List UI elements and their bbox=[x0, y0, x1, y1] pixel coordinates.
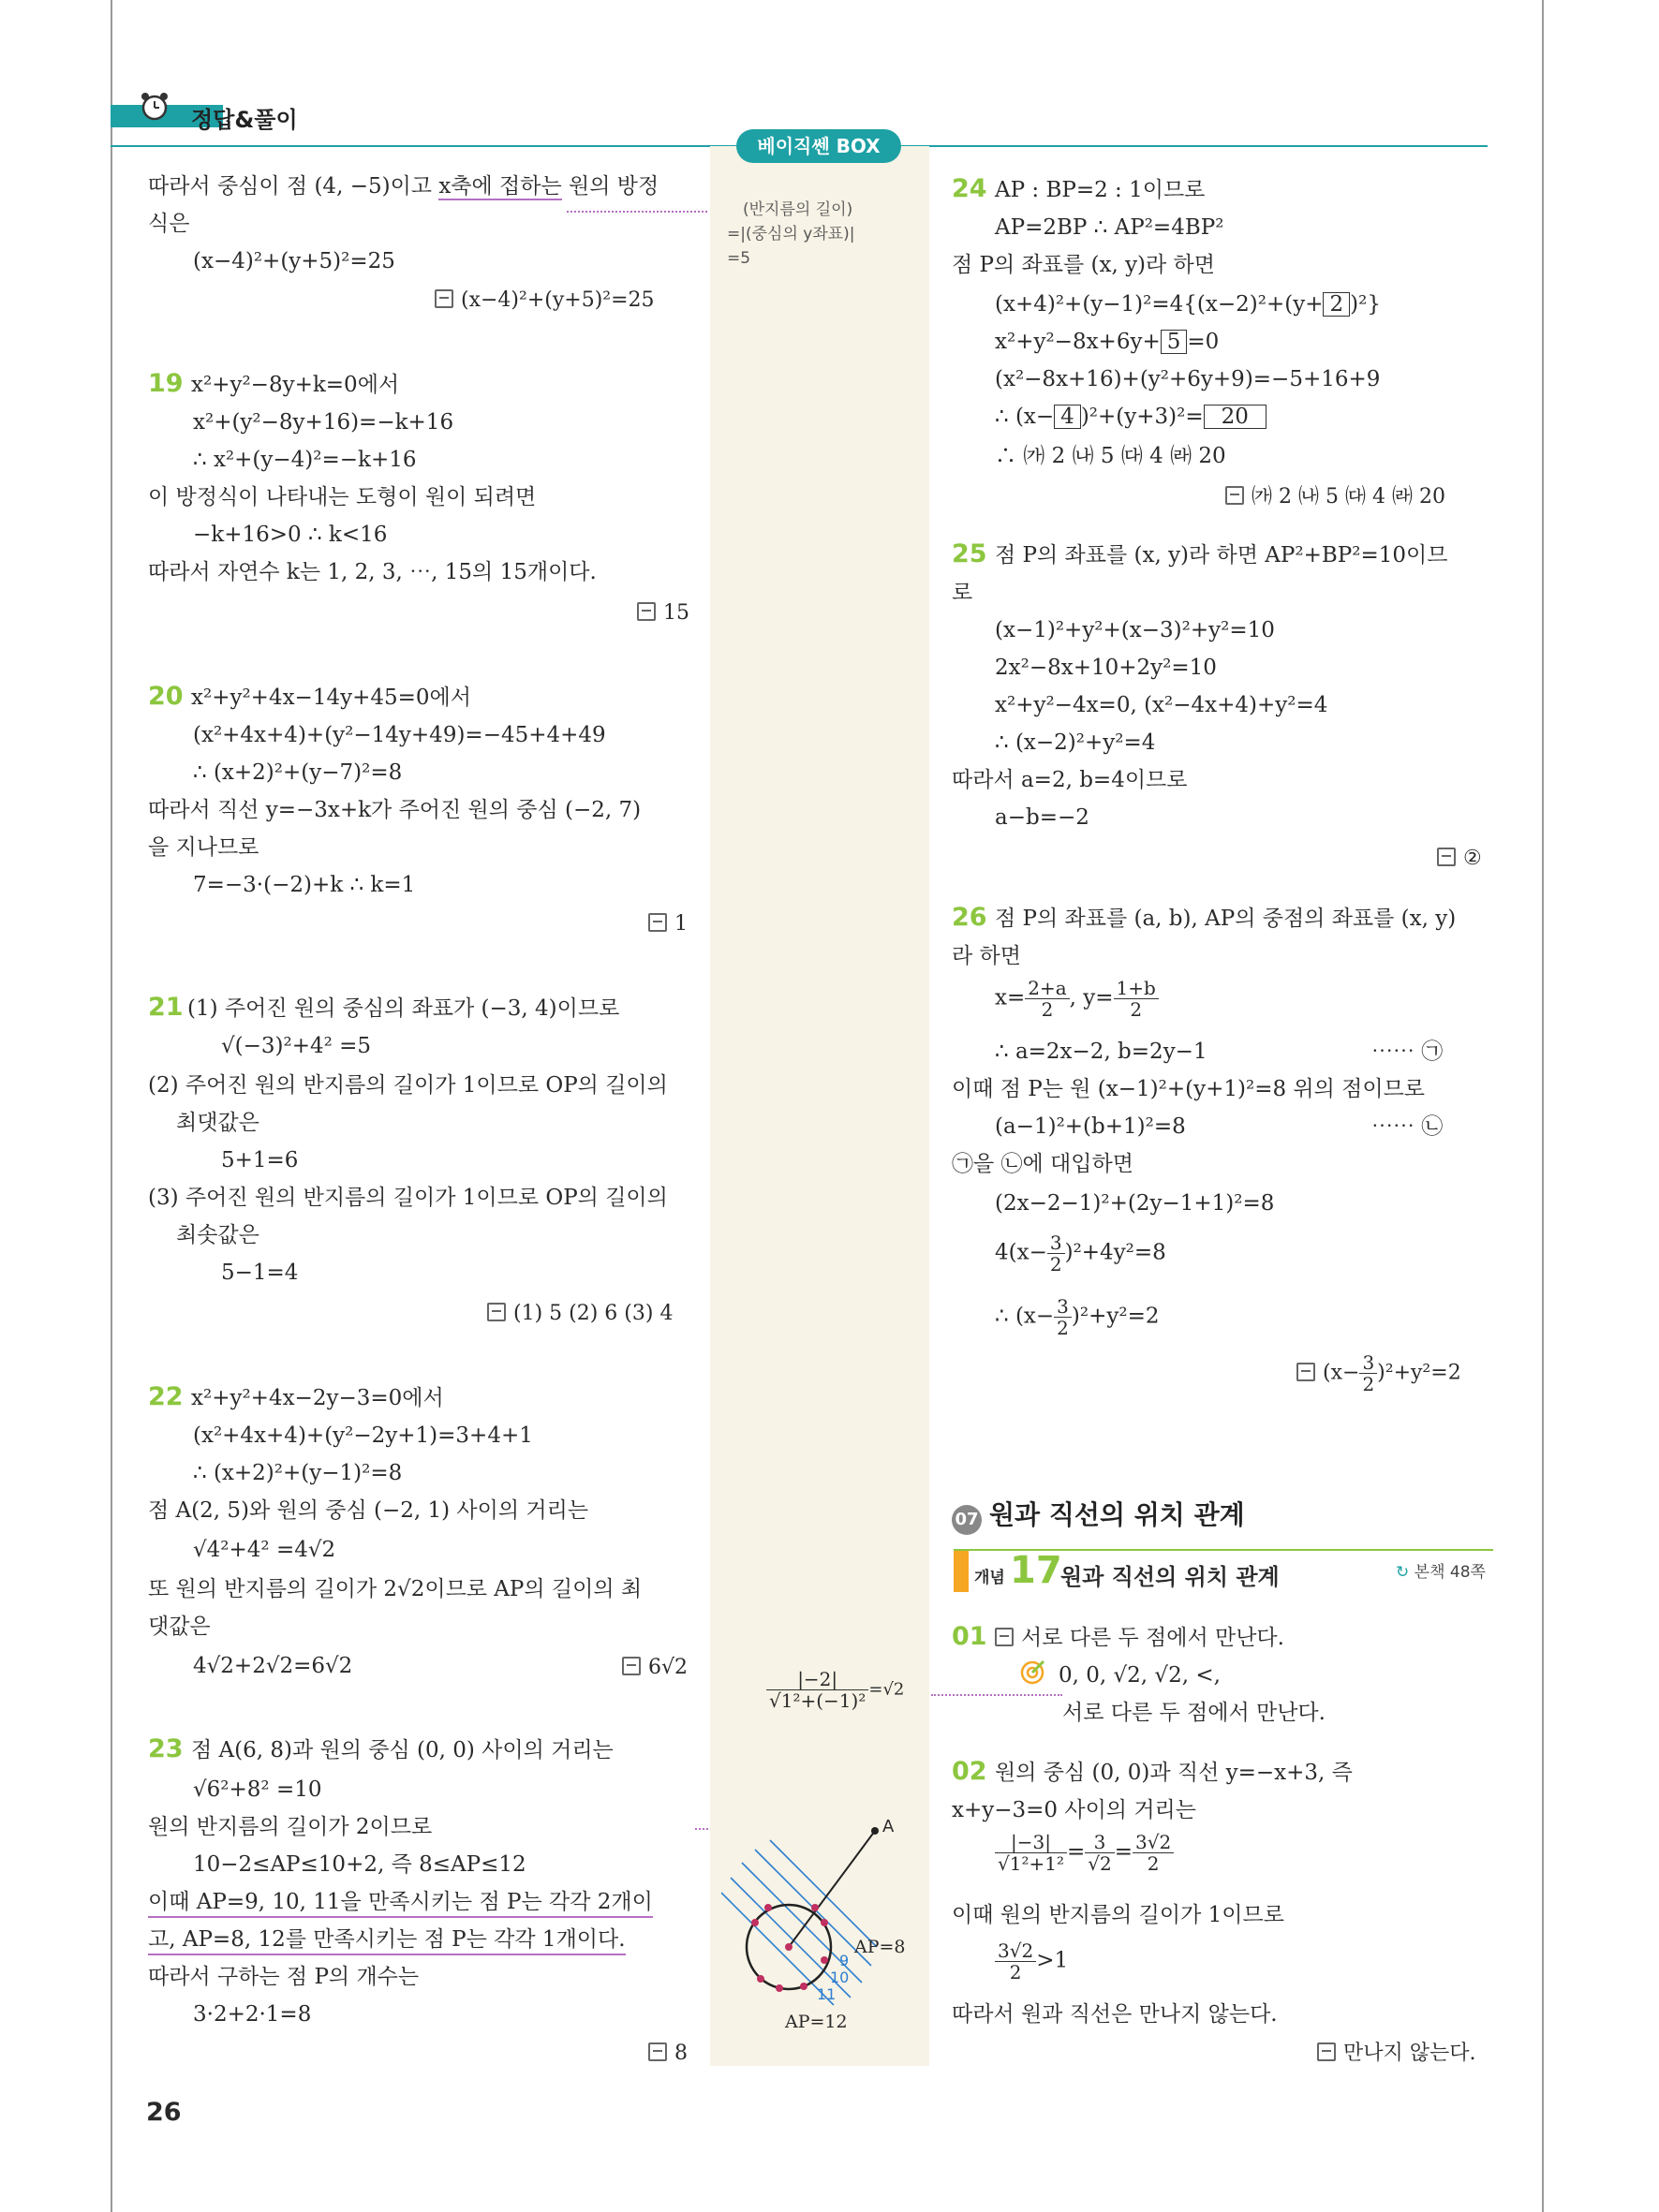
p02-line-1: 원의 중심 (0, 0)과 직선 y=−x+3, 즉 bbox=[995, 1761, 1353, 1785]
diagram-ap12: AP=12 bbox=[785, 2012, 848, 2032]
p20-line-3: ∴ (x+2)²+(y−7)²=8 bbox=[193, 760, 403, 785]
p18-line-3: (x−4)²+(y+5)²=25 bbox=[193, 249, 395, 273]
p20-answer: 1 bbox=[648, 910, 688, 938]
p22-line-7: 댓값은 bbox=[148, 1615, 211, 1639]
concept-tag: 개념 bbox=[974, 1569, 1005, 1587]
p26-line-9: 4(x− $\frac{3}{2}$ )²+4y²=8 bbox=[995, 1231, 1166, 1276]
note-2-denominator: √1²+(−1)² bbox=[769, 1689, 867, 1712]
p25-number: 25 bbox=[952, 539, 987, 568]
p25-line-5: x²+y²−4x=0, (x²−4x+4)+y²=4 bbox=[995, 693, 1328, 717]
basic-box-title: 베이직쎈 BOX bbox=[736, 129, 901, 163]
p26-line-5: 이때 점 P는 원 (x−1)²+(y+1)²=8 위의 점이므로 bbox=[952, 1077, 1426, 1101]
p24-line-6: (x²−8x+16)+(y²+6y+9)=−5+16+9 bbox=[995, 367, 1381, 391]
p19-answer: 15 bbox=[637, 599, 689, 627]
blank-d: 20 bbox=[1204, 405, 1266, 429]
p25-line-2: 로 bbox=[952, 581, 973, 605]
concept-number: 17 bbox=[1010, 1549, 1062, 1592]
p20-line-4: 따라서 직선 y=−3x+k가 주어진 원의 중심 (−2, 7) bbox=[148, 798, 642, 822]
answer-icon bbox=[435, 289, 453, 308]
p21-line-8: 5−1=4 bbox=[221, 1261, 299, 1285]
p26-line-10: ∴ (x− $\frac{3}{2}$ )²+y²=2 bbox=[995, 1295, 1160, 1339]
p01-answer: 서로 다른 두 점에서 만난다. bbox=[995, 1624, 1284, 1652]
diagram-point-a: A bbox=[882, 1817, 895, 1836]
p18-answer: (x−4)²+(y+5)²=25 bbox=[435, 287, 655, 315]
p24-line-7: ∴ (x− 4 )²+(y+3)²= 20 bbox=[995, 403, 1266, 431]
p24-line-3: 점 P의 좌표를 (x, y)라 하면 bbox=[952, 253, 1215, 277]
p24-line-1: AP : BP=2 : 1이므로 bbox=[995, 178, 1206, 202]
p22-line-3: ∴ (x+2)²+(y−1)²=8 bbox=[193, 1461, 403, 1485]
answer-icon bbox=[648, 2042, 667, 2061]
concept-ref[interactable]: ↻ 본책 48쪽 bbox=[1396, 1563, 1486, 1582]
concept-tag-accent bbox=[954, 1551, 969, 1592]
p26-mark-2: ⋯⋯ ㉡ bbox=[1371, 1114, 1444, 1139]
p26-line-6: (a−1)²+(b+1)²=8 bbox=[995, 1114, 1186, 1139]
p21-line-5: 5+1=6 bbox=[221, 1148, 299, 1172]
p21-line-2: √(−3)²+4² =5 bbox=[221, 1034, 372, 1058]
p25-line-6: ∴ (x−2)²+y²=4 bbox=[995, 730, 1156, 755]
p22-line-6: 또 원의 반지름의 길이가 2√2이므로 AP의 길이의 최 bbox=[148, 1577, 643, 1601]
answer-icon bbox=[637, 602, 656, 621]
p02-number: 02 bbox=[952, 1757, 987, 1786]
p21-line-3: (2) 주어진 원의 반지름의 길이가 1이므로 OP의 길이의 bbox=[148, 1073, 668, 1098]
answer-icon bbox=[622, 1657, 641, 1675]
p19-line-5: −k+16>0 ∴ k<16 bbox=[193, 523, 388, 547]
p23-number: 23 bbox=[148, 1734, 184, 1763]
section-number: 07 bbox=[952, 1505, 982, 1535]
p22-line-8: 4√2+2√2=6√2 bbox=[193, 1654, 353, 1678]
p26-line-8: (2x−2−1)²+(2y−1+1)²=8 bbox=[995, 1191, 1275, 1216]
answer-icon bbox=[1225, 486, 1244, 505]
section-title: 원과 직선의 위치 관계 bbox=[989, 1499, 1245, 1530]
p20-line-5: 을 지나므로 bbox=[148, 835, 259, 860]
p02-line-5: $\frac{3√2}{2}$ >1 bbox=[995, 1940, 1068, 1983]
p24-line-2: AP=2BP ∴ AP²=4BP² bbox=[995, 215, 1224, 240]
p01-line-2: 0, 0, √2, √2, <, bbox=[1059, 1663, 1221, 1688]
p19-line-1: x²+y²−8y+k=0에서 bbox=[191, 373, 400, 397]
p21-line-6: (3) 주어진 원의 반지름의 길이가 1이므로 OP의 길이의 bbox=[148, 1186, 668, 1210]
answer-icon bbox=[1437, 848, 1456, 866]
box-note-1-line-1: (반지름의 길이) bbox=[743, 200, 853, 219]
target-icon bbox=[1019, 1659, 1045, 1689]
p23-line-1: 점 A(6, 8)과 원의 중심 (0, 0) 사이의 거리는 bbox=[191, 1738, 614, 1762]
basic-box-column bbox=[710, 146, 929, 2066]
p18-underline: x축에 접하는 bbox=[438, 174, 562, 199]
p18-line-1: 따라서 중심이 점 (4, −5)이고 x축에 접하는 원의 방정 bbox=[148, 174, 659, 199]
blank-c: 4 bbox=[1054, 405, 1081, 429]
p26-line-7: ㉠을 ㉡에 대입하면 bbox=[952, 1152, 1133, 1176]
blank-a: 2 bbox=[1323, 292, 1350, 317]
p25-answer: ② bbox=[1437, 845, 1482, 873]
p21-answer: (1) 5 (2) 6 (3) 4 bbox=[487, 1300, 673, 1328]
p24-line-5: x²+y²−8x+6y+ 5 =0 bbox=[995, 330, 1220, 354]
p25-line-3: (x−1)²+y²+(x−3)²+y²=10 bbox=[995, 618, 1275, 642]
p24-line-8: ∴ ㈎ 2 ㈏ 5 ㈐ 4 ㈑ 20 bbox=[995, 444, 1226, 468]
p23-line-6: 고, AP=8, 12를 만족시키는 점 P는 각각 1개이다. bbox=[148, 1925, 626, 1955]
p26-line-4: ∴ a=2x−2, b=2y−1 bbox=[995, 1040, 1207, 1064]
p20-line-6: 7=−3·(−2)+k ∴ k=1 bbox=[193, 873, 416, 897]
book-ref-icon: ↻ bbox=[1396, 1563, 1410, 1582]
p02-line-4: 이때 원의 반지름의 길이가 1이므로 bbox=[952, 1903, 1284, 1927]
answer-icon bbox=[1317, 2042, 1336, 2061]
diagram-label-9: 9 bbox=[839, 1952, 850, 1969]
p01-line-3: 서로 다른 두 점에서 만난다. bbox=[1062, 1701, 1326, 1725]
p19-line-4: 이 방정식이 나타내는 도형이 원이 되려면 bbox=[148, 485, 537, 509]
p19-number: 19 bbox=[148, 369, 184, 398]
p23-line-2: √6²+8² =10 bbox=[193, 1777, 322, 1802]
p19-line-2: x²+(y²−8y+16)=−k+16 bbox=[193, 410, 454, 435]
p19-line-3: ∴ x²+(y−4)²=−k+16 bbox=[193, 448, 417, 472]
answer-icon bbox=[1296, 1363, 1315, 1381]
p22-answer: 6√2 bbox=[622, 1654, 688, 1682]
p22-line-2: (x²+4x+4)+(y²−2y+1)=3+4+1 bbox=[193, 1423, 533, 1448]
p21-line-1: (1) 주어진 원의 중심의 좌표가 (−3, 4)이므로 bbox=[187, 996, 620, 1021]
p25-line-4: 2x²−8x+10+2y²=10 bbox=[995, 656, 1217, 680]
p23-line-8: 3·2+2·1=8 bbox=[193, 2002, 312, 2027]
diagram-label-10: 10 bbox=[830, 1969, 850, 1986]
p22-line-1: x²+y²+4x−2y−3=0에서 bbox=[191, 1386, 444, 1410]
p19-line-6: 따라서 자연수 k는 1, 2, 3, ⋯, 15의 15개이다. bbox=[148, 560, 597, 584]
p01-number: 01 bbox=[952, 1622, 987, 1651]
answer-icon bbox=[995, 1628, 1014, 1646]
answer-icon bbox=[648, 913, 667, 932]
p26-mark-1: ⋯⋯ ㉠ bbox=[1371, 1040, 1444, 1064]
header-title: 정답&풀이 bbox=[191, 107, 298, 133]
blank-b: 5 bbox=[1161, 330, 1188, 354]
p20-number: 20 bbox=[148, 682, 184, 711]
p22-number: 22 bbox=[148, 1382, 184, 1411]
p21-number: 21 bbox=[148, 993, 184, 1022]
p23-answer: 8 bbox=[648, 2040, 688, 2068]
p24-line-4: (x+4)²+(y−1)²=4{(x−2)²+(y+ 2 )²} bbox=[995, 292, 1381, 317]
p21-line-4: 최댓값은 bbox=[176, 1111, 259, 1135]
p26-answer: (x− $\frac{3}{2}$ )²+y²=2 bbox=[1296, 1352, 1461, 1394]
p26-number: 26 bbox=[952, 903, 987, 932]
note-1-leader bbox=[567, 211, 707, 213]
p26-line-1: 점 P의 좌표를 (a, b), AP의 중점의 좌표를 (x, y) bbox=[995, 907, 1457, 931]
p25-line-7: 따라서 a=2, b=4이므로 bbox=[952, 768, 1188, 792]
p23-line-5: 이때 AP=9, 10, 11을 만족시키는 점 P는 각각 2개이 bbox=[148, 1888, 653, 1918]
note-2-numerator: |−2| bbox=[766, 1669, 868, 1690]
section-heading bbox=[952, 1495, 1245, 1535]
answer-icon bbox=[487, 1303, 506, 1321]
diagram-ap8: AP=8 bbox=[854, 1937, 906, 1957]
note-3-leader bbox=[695, 1828, 708, 1830]
p23-line-7: 따라서 구하는 점 P의 개수는 bbox=[148, 1965, 420, 1989]
p02-line-2: x+y−3=0 사이의 거리는 bbox=[952, 1798, 1196, 1822]
note-2-rhs: =√2 bbox=[868, 1679, 905, 1700]
p18-line-2: 식은 bbox=[148, 212, 190, 236]
p02-line-3: $\frac{|-3|}{\text{√1²+1²}}$ = $\frac{3}{√2}$ = $\frac{3√2}{2}$ bbox=[995, 1832, 1174, 1874]
p25-line-1: 점 P의 좌표를 (x, y)라 하면 AP²+BP²=10이므 bbox=[995, 543, 1448, 568]
p25-line-8: a−b=−2 bbox=[995, 805, 1089, 830]
p26-line-3: x= $\frac{2+a}{2}$ , y= $\frac{1+b}{2}$ bbox=[995, 978, 1159, 1020]
box-note-1-line-2: =|(중심의 y좌표)| bbox=[727, 225, 855, 243]
p20-line-1: x²+y²+4x−14y+45=0에서 bbox=[191, 686, 471, 710]
page-number: 26 bbox=[146, 2098, 182, 2127]
diagram-label-11: 11 bbox=[817, 1985, 837, 2003]
box-note-2 bbox=[766, 1669, 904, 1711]
p02-line-6: 따라서 원과 직선은 만나지 않는다. bbox=[952, 2002, 1278, 2027]
p24-number: 24 bbox=[952, 174, 987, 203]
p02-answer: 만나지 않는다. bbox=[1317, 2040, 1476, 2068]
p26-line-2: 라 하면 bbox=[952, 944, 1021, 968]
p21-line-7: 최솟값은 bbox=[176, 1223, 259, 1247]
box-note-1-line-3: =5 bbox=[727, 249, 751, 268]
p22-line-4: 점 A(2, 5)와 원의 중심 (−2, 1) 사이의 거리는 bbox=[148, 1498, 589, 1523]
note-2-leader bbox=[931, 1694, 1062, 1696]
p23-line-3: 원의 반지름의 길이가 2이므로 bbox=[148, 1815, 433, 1839]
concept-title: 원과 직선의 위치 관계 bbox=[1060, 1564, 1280, 1590]
p20-line-2: (x²+4x+4)+(y²−14y+49)=−45+4+49 bbox=[193, 723, 606, 747]
p23-line-4: 10−2≤AP≤10+2, 즉 8≤AP≤12 bbox=[193, 1852, 526, 1877]
p22-line-5: √4²+4² =4√2 bbox=[193, 1538, 336, 1562]
alarm-clock-icon bbox=[139, 90, 170, 125]
p24-answer: ㈎ 2 ㈏ 5 ㈐ 4 ㈑ 20 bbox=[1225, 483, 1445, 511]
